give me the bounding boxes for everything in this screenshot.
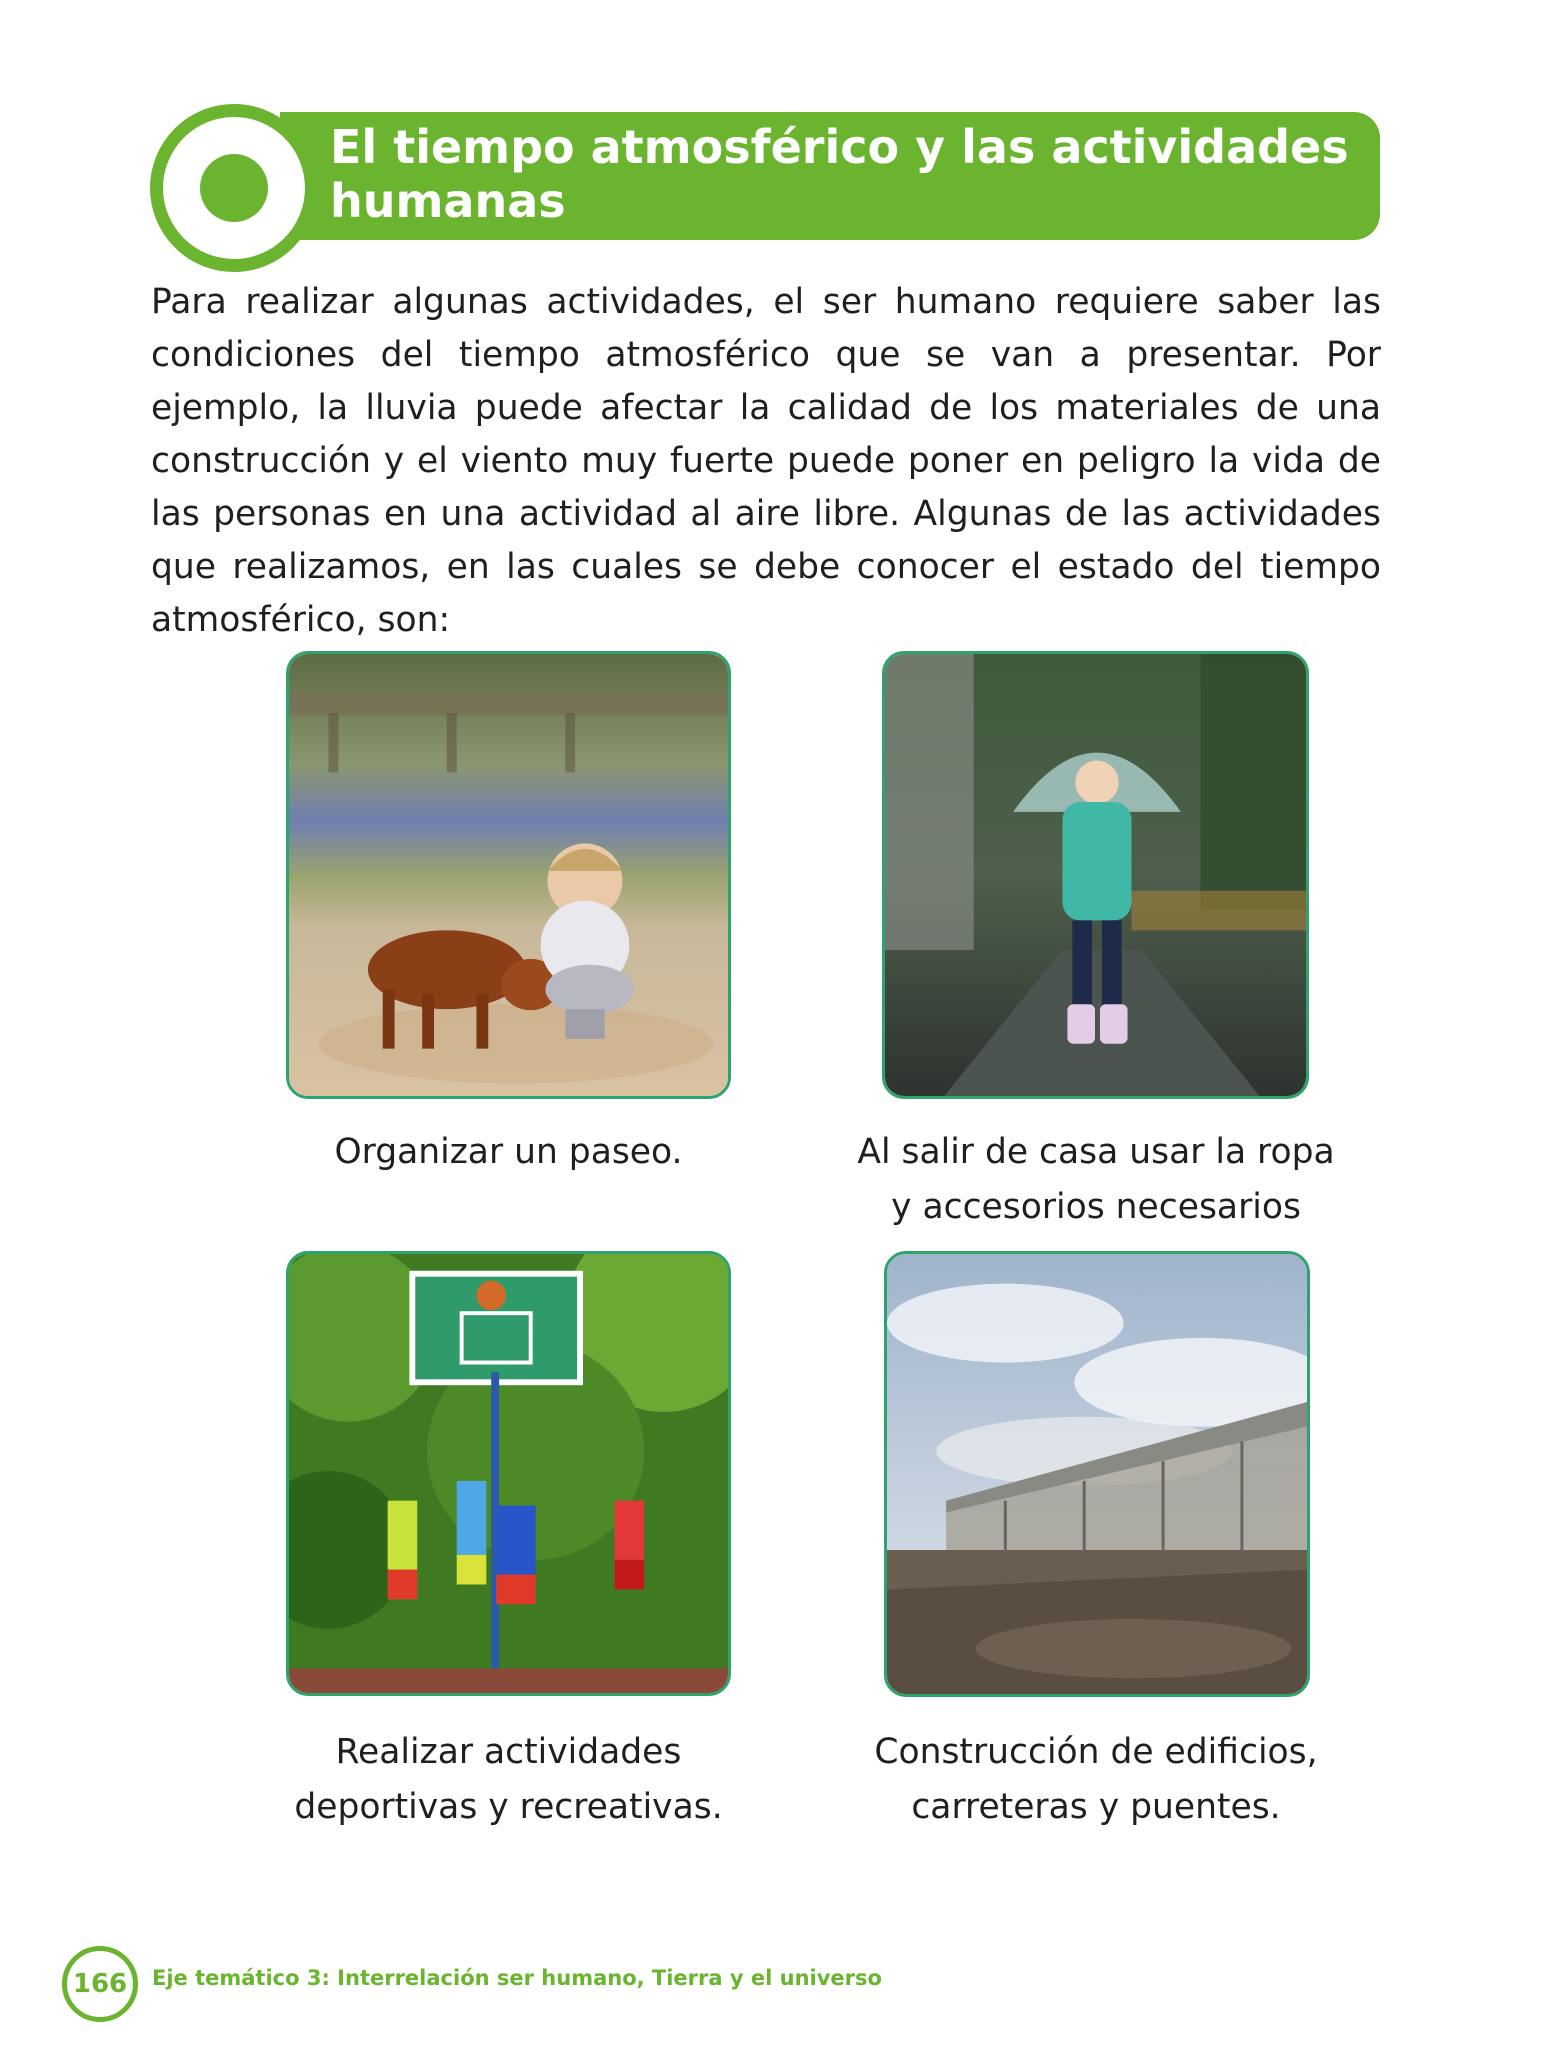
photo-girl-with-umbrella bbox=[882, 651, 1309, 1099]
caption-construccion bbox=[836, 1725, 1356, 1835]
page-title: El tiempo atmosférico y las actividades humanas bbox=[330, 120, 1349, 228]
caption-line: Organizar un paseo. bbox=[334, 1132, 683, 1172]
caption-ropa-accesorios bbox=[836, 1125, 1356, 1235]
section-marker-dot-icon bbox=[200, 154, 268, 222]
photo-construction-site bbox=[884, 1251, 1310, 1697]
page-number: 166 bbox=[62, 1946, 138, 2022]
photo-kids-basketball bbox=[286, 1251, 731, 1696]
caption-actividades-deportivas bbox=[246, 1725, 771, 1835]
footer-section-label: Eje temático 3: Interrelación ser humano, Tierra y el universo bbox=[152, 1966, 882, 1990]
intro-paragraph: Para realizar algunas actividades, el ser humano requiere saber las condiciones del tiempo atmosférico que se van a presentar. Por ejemplo, la lluvia puede afectar la calidad de los materiales de una construcción y el viento muy fuerte puede poner en peligro la vida de las personas en una actividad al aire libre. Algunas de las actividades que realizamos, en las cuales se debe conocer el estado del tiempo atmosférico, son: bbox=[151, 282, 1381, 640]
caption-line: Realizar actividades bbox=[335, 1732, 682, 1772]
caption-organizar-paseo bbox=[286, 1125, 731, 1180]
caption-line: Construcción de edificios, bbox=[874, 1732, 1318, 1772]
caption-line: y accesorios necesarios bbox=[891, 1187, 1301, 1227]
caption-line: carreteras y puentes. bbox=[911, 1787, 1281, 1827]
caption-line: Al salir de casa usar la ropa bbox=[857, 1132, 1335, 1172]
photo-girl-with-dog bbox=[286, 651, 731, 1099]
caption-line: deportivas y recreativas. bbox=[294, 1787, 723, 1827]
